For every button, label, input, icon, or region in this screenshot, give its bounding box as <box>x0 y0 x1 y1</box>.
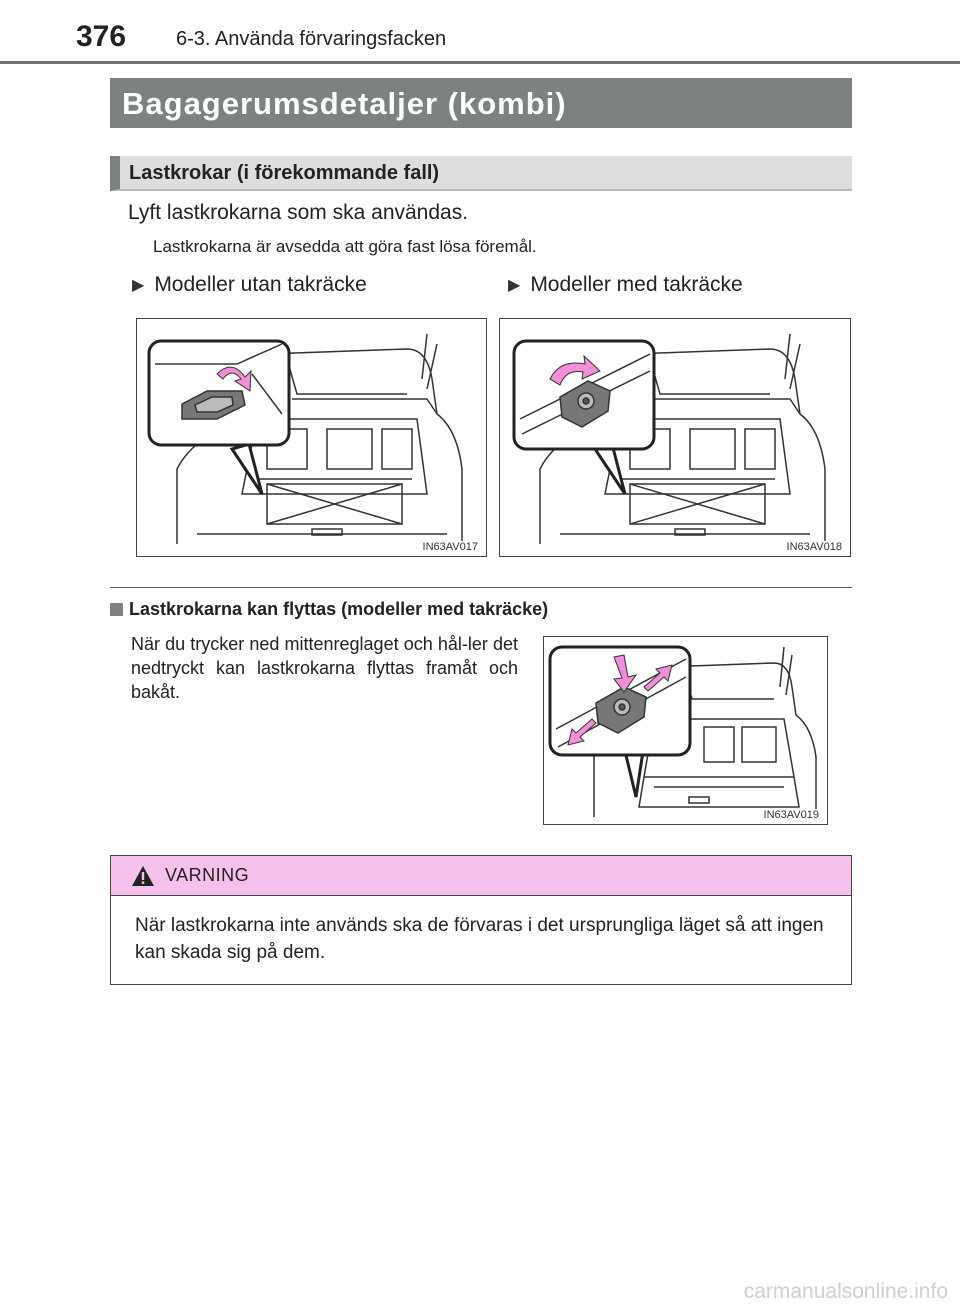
warning-title: VARNING <box>165 865 250 885</box>
model-label-with-rack <box>508 273 743 297</box>
model-label-text: Modeller utan takräcke <box>154 273 367 296</box>
section-reference: 6-3. Använda förvaringsfacken <box>176 28 447 50</box>
movable-hooks-heading <box>110 599 548 620</box>
square-bullet-icon <box>110 603 123 616</box>
main-heading: Bagagerumsdetaljer (kombi) <box>110 78 852 128</box>
figure-code: IN63AV018 <box>786 541 842 553</box>
triangle-bullet-icon: ▶ <box>132 277 145 294</box>
cargo-area-illustration-icon <box>137 319 486 556</box>
figure-movable-cargo-hook <box>543 636 828 825</box>
watermark: carmanualsonline.info <box>743 1280 948 1303</box>
cargo-area-illustration-icon <box>544 637 827 824</box>
cargo-area-illustration-icon <box>500 319 850 556</box>
model-label-without-rack <box>132 273 367 297</box>
warning-header <box>111 856 851 896</box>
warning-box <box>110 855 852 985</box>
movable-hooks-heading-text: Lastkrokarna kan flyttas (modeller med takräcke) <box>129 599 549 619</box>
figure-cargo-hook-with-rack <box>499 318 851 557</box>
section-divider <box>110 587 852 588</box>
figure-cargo-hook-without-rack <box>136 318 487 557</box>
note-text: Lastkrokarna är avsedda att göra fast lösa föremål. <box>153 237 537 256</box>
figure-code: IN63AV019 <box>763 809 819 821</box>
warning-triangle-icon <box>131 865 155 887</box>
figure-code: IN63AV017 <box>422 541 478 553</box>
instruction-text: Lyft lastkrokarna som ska användas. <box>128 201 469 224</box>
warning-body: När lastkrokarna inte används ska de förvaras i det ursprungliga läget så att ingen kan skada sig på dem. <box>135 915 824 963</box>
triangle-bullet-icon: ▶ <box>508 277 521 294</box>
sub-heading: Lastkrokar (i förekommande fall) <box>110 156 852 191</box>
movable-hooks-description: När du trycker ned mittenreglaget och hål-ler det nedtryckt kan lastkrokarna flyttas framåt och bakåt. <box>131 634 518 702</box>
page-number: 376 <box>76 20 127 53</box>
model-label-text: Modeller med takräcke <box>530 273 743 296</box>
header-rule <box>0 61 960 64</box>
